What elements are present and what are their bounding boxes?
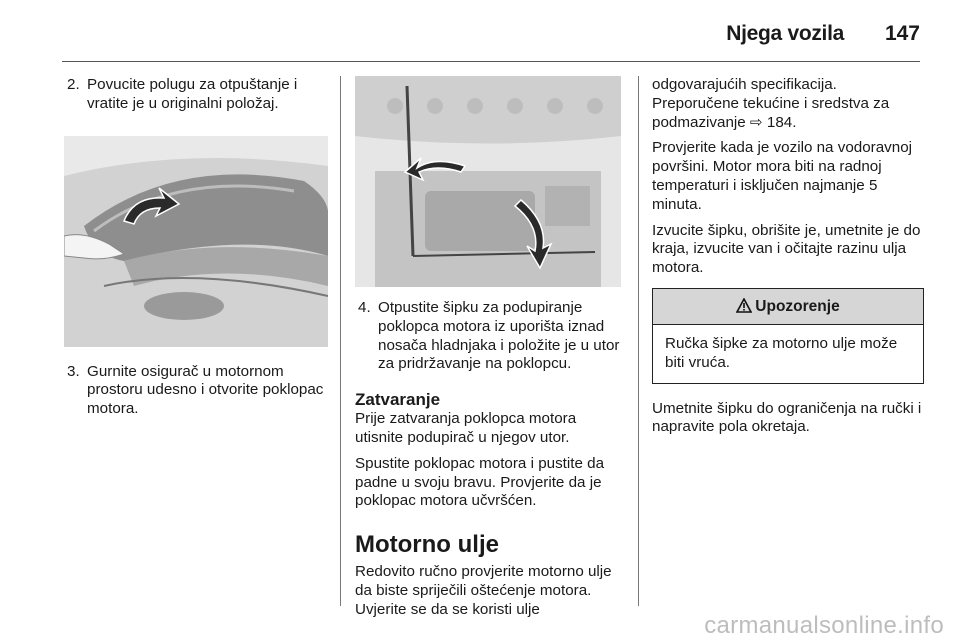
column-3 (652, 76, 924, 437)
step-4 (355, 299, 625, 374)
warning-triangle-icon (736, 298, 752, 313)
column-divider-1 (340, 76, 341, 606)
column-2 (355, 76, 625, 620)
step-text: Povucite polugu za otpuštanje i vratite je u originalni položaj. (87, 76, 298, 112)
step-number: 2. (67, 76, 80, 93)
step-text: Gurnite osigurač u motornom prostoru udesno i otvorite poklopac motora. (87, 362, 324, 418)
closing-paragraph-2: Spustite poklopac motora i pustite da padne u svoju bravu. Provjerite da je poklopac motora učvršćen. (355, 454, 605, 510)
level-check-paragraph: Provjerite kada je vozilo na vodoravnoj površini. Motor mora biti na radnoj temperaturi i isključen najmanje 5 minuta. (652, 139, 913, 213)
warning-text: Ručka šipke za motorno ulje može biti vruća. (665, 334, 898, 371)
warning-box (652, 288, 924, 384)
spec-paragraph: odgovarajućih specifikacija. Preporučene tekućine i sredstva za podmazivanje ⇨ 184. (652, 76, 890, 131)
engine-oil-paragraph: Redovito ručno provjerite motorno ulje da biste spriječili oštećenje motora. Uvjerite se da se koristi ulje (355, 563, 612, 618)
section-title: Njega vozila (726, 22, 844, 45)
step-number: 4. (358, 299, 371, 316)
header-divider (62, 61, 920, 62)
column-divider-2 (638, 76, 639, 606)
column-1 (64, 76, 328, 419)
step-text: Otpustite šipku za podupiranje poklopca motora iz uporišta iznad nosača hladnjaka i položite je u utor za pridržavanje na poklopcu. (378, 299, 620, 373)
page-header (0, 0, 960, 60)
engine-oil-heading: Motorno ulje (355, 531, 499, 559)
page-number: 147 (884, 22, 920, 45)
insert-dipstick-paragraph: Umetnite šipku do ograničenja na ručki i napravite pola okretaja. (652, 399, 922, 436)
hood-prop-rod-illustration (355, 76, 621, 287)
closing-heading: Zatvaranje (355, 390, 441, 410)
closing-paragraph-1: Prije zatvaranja poklopca motora utisnite podupirač u njegov utor. (355, 410, 577, 446)
step-3 (64, 363, 328, 419)
hood-release-illustration (64, 136, 328, 347)
step-number: 3. (67, 362, 80, 380)
warning-header (653, 289, 923, 325)
watermark: carmanualsonline.info (704, 612, 944, 639)
dipstick-paragraph: Izvucite šipku, obrišite je, umetnite je do kraja, izvucite van i očitajte razinu ulja motora. (652, 221, 921, 277)
step-2 (64, 76, 328, 114)
warning-title: Upozorenje (755, 297, 840, 315)
